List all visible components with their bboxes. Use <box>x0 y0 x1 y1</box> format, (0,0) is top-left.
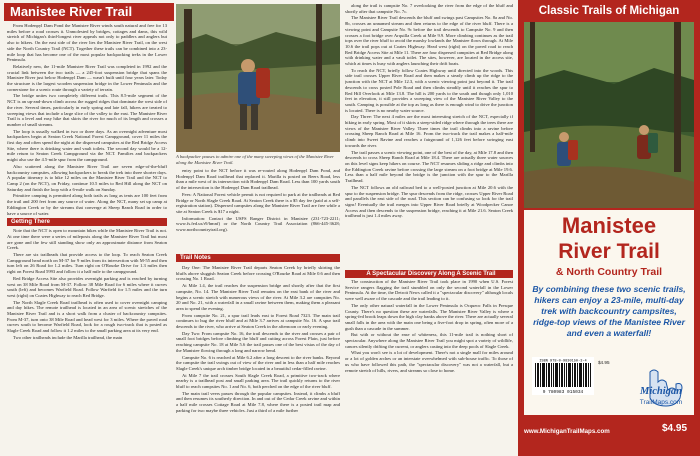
paragraph: Day Two: From campsite No. 16, the trail descends to the river and crosses a pair of small foot bridges before climbing the bluff and cutting across Forest Plain, just before reaching campsite No. 18 at Mile 5.6 the trail passes one of the best vistas of the day of the Manistee flowing through a long and narrow bend. <box>176 330 340 353</box>
paragraph: What you won't see is a lot of development. There's not a single mall for miles around or a lot of golden arches or an interstate overwhelmed with sub-house traffic. To those of us who have followed this path, the "spectacular discovery" was not a waterfall, but a remote stretch of hills, rivers, and streams so close to home. <box>345 350 513 373</box>
cover-title-line3: & North Country Trail <box>555 266 663 278</box>
paragraph: The NCT follows an old railroad bed to a well-posted junction at Mile 20.6 with the spur to the suspension bridge. The spur descends from the ridge, crosses Upper River Road and parallels the east side of the road. This section can be confusing so look for the trail signs! Eventually the trail merges into Upper River Road briefly at Woodpecker Canoe Access and then descends to the suspension bridge, reaching it at Mile 21.6. Seaton Creek trailhead is just 1.4 miles away. <box>345 184 513 219</box>
paragraph: Also scattered along the Manistee River Trail are seven edge-of-the-bluff backcountry campsites, allowing backpackers to break the trek into three shorter days. A popular itinerary is to hike 12 miles on the Manistee River Trail and the NCT to Camp 2 (on the NCT), on Friday, continue 10.5 miles to Red Hill along the NCT on Saturday and finish the loop with a 6-mile walk on Sunday. <box>7 163 167 192</box>
cover-price: $4.95 <box>662 423 688 434</box>
paragraph: Note that the NCT is open to mountain bikes while the Manistee River Trail is not. At one time there were a series of mileposts along the Manistee River Trail but most are gone and the few still standing show only an approximate distance from Seaton Creek. <box>7 228 167 251</box>
paragraph: The main trail veers passes through the popular campsites. Instead, it climbs a bluff and then resumes its southerly direction. In and out of the Cedar Creek ravine and within a half mile crosses Cottage Road at Mile 7.8, where there is a posted trail map and parking for two maybe three vehicles. Just a third of a mile further <box>176 390 340 413</box>
paragraph: Day Three: The next 4 miles are the most interesting stretch of the NCT, especially if hiking in early spring. Most of it skirts a steep-sided ridge where through the trees there are views of the Manistee River Valley. Three times the trail climbs into a ravine before crossing Sheep Ranch Road at Mile 16. From the two-track the trail makes a half-mile climb into Sweet Ravine and reaches a fairground of 1,126 feet before swinging east towards the river. <box>345 114 513 148</box>
paragraph: The trail passes a scenic viewing point, one of the best of the day, at Mile 17.8 and then descends to cross Sheep Ranch Road at Mile 18.4. There are actually three water sources on this level signs keep hikers on course. The NCT resumes sliding a ridge and climbs into the Eddington Creek ravine before crossing the large stream on a foot bridge at Mile 19.6. Less than a half mile beyond the bridge is the junction with the spur to the Marilla Trailhead. <box>345 149 513 184</box>
front-cover <box>518 0 700 456</box>
series-title: Classic Trails of Michigan <box>538 5 680 17</box>
paragraph: Day One: The Manistee River Trail departs Seaton Creek by briefly skirting the bluffs above sluggish Seaton Creek before crossing O'Rourke Road at Mile 0.6 and then crossing No. 1 Road. <box>176 265 340 282</box>
paragraph: Information: Contact the USFS Ranger District in Manistee (231-723-2211; www.fs.fed.us/r9/hmnf) or the North Country Trail Association (866-445-3628; www.northcountrytrail.org). <box>176 215 340 233</box>
cover-tagline: By combining these two scenic trails, hikers can enjoy a 23-mile, multi-day trek with backcountry campsites, ridge-top views of the Manistee River and even a waterfall! <box>532 284 686 338</box>
barcode <box>532 357 594 395</box>
text-column-1 <box>7 23 167 451</box>
paragraph: along the trail is campsite No. 7 overlooking the river from the edge of the bluff and shortly after that campsite No. 7c. <box>345 3 513 14</box>
paragraph: Red Bridge Access Site also provides overnight parking and is reached by turning west on 38 Mile Road from M-37. Follow 38 Mile Road for 6 miles where it curves south (left) and becomes Warfield Road. Follow Warfield for 1.5 miles and the turn west (right) on Coates Highway to reach Red Bridge. <box>7 275 167 298</box>
cover-info-box <box>524 210 694 415</box>
paragraph: At Mile 7 the trail crosses South Slagle Creek Road, a primitive two-track where nearby is a trailhead post and small parking area. The trail quickly returns to the river bluff to reach campsites No. 1 and No. 6, both perched on the edge of the river bluff. <box>176 372 340 390</box>
cover-photo-illustration <box>524 22 694 208</box>
paragraph: Relatively new, the 11-mile Manistee River Trail was completed in 1992 and the crucial link between the two trails — a 245-foot suspension bridge that spans the Manistee River just below Hodenpyl Dam — wasn't built until four years later. Today the structure is the largest wooden suspension bridge in the Lower Peninsula and the cornerstone for a scenic route through a variety of terrain. <box>7 63 167 92</box>
paragraph: The North Slagle Creek Road trailhead is often used to cover overnight camping and day hikes. The remote trailhead is located in an area of scenic stretches of the Manistee River Trail and is a short walk from a cluster of backcountry campsites. From M-37, turn onto 38 Mile Road and head west for 3 miles. Where the paved road curves south to become Warfield Road, look for a rough two-track that is posted as Slagle Creek Road and follow it 1.2 miles to the small parking area at its very end. <box>7 299 167 334</box>
section-heading-trail-notes: Trail Notes <box>176 254 340 262</box>
paragraph: Primitive camping is permitted along both trails as long as tents are 100 feet from the trail and 200 feet from any source of water. Along the NCT, many set up camp at Eddington Creek or by the streams that converge at Sheep Ranch Road in order to have a source of water. <box>7 193 167 216</box>
paragraph: At Mile 1.4, the trail reaches the suspension bridge and shortly after that the first campsite, No. 14. The Manistee River Trail remains on the east bank of the river and begins a scenic stretch with numerous views of the river. At Mile 3.2 are campsites No. 20 and No. 21, with a waterfall in a small ravine between them, making them a pleasant area to spend the evening. <box>176 283 340 311</box>
paragraph: There are six trailheads that provide access to the loop. To reach Seaton Creek Campground head north on M-37 for 9 miles from its intersection with M-55 and then turn left on 26 Road for 1.2 miles. Turn right on O'Rourke Drive for 1.3 miles then right on Forest Road 5993 and follow it a half mile to the campground. <box>7 252 167 275</box>
section-heading-spectacular-discovery: A Spectacular Discovery Along A Scenic Trail <box>345 270 513 278</box>
footer-url[interactable]: www.MichiganTrailMaps.com <box>524 428 610 435</box>
isbn-label: ISBN 978-0-9830150-3-4 <box>539 359 587 364</box>
logo-url: TrailMaps.com <box>639 399 683 406</box>
cover-hiker-photo <box>524 22 694 208</box>
logo-name: Michigan <box>639 386 682 397</box>
text-column-2-bottom <box>176 265 340 451</box>
paragraph: Fees: A National Forest vehicle permit is not required to park at the trailheads at Red Bridge or North Slagle Creek Road. At Seaton Creek there is a $5 day fee (paid at a self-registration station). Dispersed campsites along the Manistee River Trail are free while a site at Seaton Creek is $17 a night. <box>176 191 340 214</box>
paragraph: The bridge unites two completely different trails. This 8.5-mile segment of the NCT is an up-and-down climb across the rugged ridges that dominate the west side of the river. Several times, particularly in early spring and late fall, hikers are treated to sweeping views that include a large slice of the valley to the east. The Manistee River Trail is a level and easy hike that skirts the river for much of its length and crosses a number of small streams. <box>7 93 167 127</box>
barcode-price: $4.95 <box>598 360 610 365</box>
barcode-number: 9 780983 015034 <box>542 390 584 395</box>
cover-title-line1: Manistee <box>561 213 657 238</box>
cover-title-line2: River Trail <box>558 240 660 263</box>
photo-caption: A backpacker pauses to admire one of the many sweeping views of the Manistee River along the Manistee River Trail. <box>176 154 334 165</box>
paragraph: entry point to the NCT before it was re-routed along Hodenpyl Dam Pond, and Hodenpyl Dam Road trailhead that replaced it. Marilla is posted on Beers Road, less than a mile west of its intersection with Hodenpyl Dam Road. Less than 100 yards south of the intersection is the Hodenpyl Dam Road trailhead. <box>176 168 340 191</box>
section-heading-getting-there: Getting There <box>7 218 167 226</box>
paragraph: But with or without the ease of whiteness, this 11-mile trail is nothing short of spectacular. Anywhere along the Manistee River Trail you might spot a variety of wildlife, canoes silently drifting the current, or anglers casting into the deep pools of Slagle Creek. <box>345 332 513 349</box>
backpacker-photo-illustration <box>176 4 340 152</box>
paragraph: To reach the NCT, briefly follow Coates Highway until directed into the woods. This side trail crosses Upper River Road and then makes a steady climb up the ridge to the junction with the NCT at Mile 12.3, with a scenic viewing point just beyond it. The trail descends to cross posted Pole Road and then climbs steadily until it reaches the spur to Red Hill Overlook at Mile 13.8. The hill is 200 yards to the south and though only 1,010 feet in elevation, it still provides a sweeping view of the Manistee River Valley to the south. Camping is possible at the top as long as there is enough wind to drive the junction is located. There is no nearby water source. <box>345 67 513 113</box>
paragraph: Two other trailheads include the Marilla trailhead, the main <box>13 334 123 340</box>
paragraph: From campsite No. 21, a spur trail leads east to Forest Road 7323. The main trail continues to hug the river bluff and at Mile 3.7 arrives at campsite No. 16. A spur trail descends to the river, who arrive at Seaton Creek in the afternoon or early evening. <box>176 312 340 330</box>
text-column-3-top <box>345 3 513 269</box>
paragraph: The construction of the Manistee River Trail took place in 1990 when U.S. Forest Service rangers flagging the trail stumbled on only the second waterfall in the Lower Peninsula. At the time, the Detroit News called it a "spectacular discovery" although locals were well aware of the cascade and the trail leading to it. <box>345 279 513 302</box>
paragraph: The loop is usually walked in two or three days. As an overnight adventure most backpackers begin at Seaton Creek National Forest Campground, cover 11 miles the first day and often spend the night at the dispersed campsites at the Red Bridge Access Site, where there is drinking water and vault toilets. The second day would be a 12-mile return to Seaton Creek Campground via the NCT. Families and backpackers might also use the 4.5-mile spur from the campground. <box>7 128 167 163</box>
text-column-3-bottom <box>345 279 513 451</box>
paragraph: Campsite No. 6 is reached at Mile 6.2 after a long descent to the river banks. Beyond the campsite the trail swings out of view of the river and in less than a half mile reaches Slagle Creek's unique arch timber bridge located in a beautiful cedar-filled ravine. <box>176 354 340 371</box>
barcode-graphic <box>532 357 594 395</box>
backpacker-photo <box>176 4 340 152</box>
paragraph: From Hodenpyl Dam Pond the Manistee River winds south natural and free for 13 miles before a road crosses it. Unmolested by bridges, cottages and dams, this wild stretch of Michigan's third-longest river appeals not only to paddlers and anglers but also to hikers. On the east side of the river lies the Manistee River Trail, on the west side the North Country Trail (NCT). Together these trails can be combined into a 23-mile loop that has become one of the most popular backpacking treks in the Lower Peninsula. <box>7 23 167 63</box>
page-title: Manistee River Trail <box>4 3 174 21</box>
paragraph: The only other natural waterfall in the Lower Peninsula is Ocqueoc Falls in Presque County. There's no question these are waterfalls. The Manistee River Valley is where a spring-fed brook leaps down the high clay banks above the river. There are actually several small falls in the area with the main one being a five-foot drop in spring, often more of a gush than a cascade in the summer. <box>345 302 513 331</box>
text-column-2-top <box>176 168 340 250</box>
paragraph: The Manistee River Trail descends the bluff and swings past Campsites No. 8a and No. 8b, crosses an unnamed stream and then returns to the edge of the river bluff. There is a viewing point and Campsite No. 9c before the trail descends to Campsite No. 9 and then crosses a foot bridge over Arquilla Creek at Mile 9.9. More climbing continues as the trail tops over the river bluff to avoid the marshy lowlands the Manistee flows through. At Mile 10.6 the trail pops out at Coates Highway. Head west (right) on the paved road to reach Red Bridge Access Site at Mile 11. There are four dispersed campsites at Red Bridge along with drinking water and a vault toilet. The sites, however, are located in the access site, which at times is busy with anglers launching their drift boats. <box>345 15 513 67</box>
